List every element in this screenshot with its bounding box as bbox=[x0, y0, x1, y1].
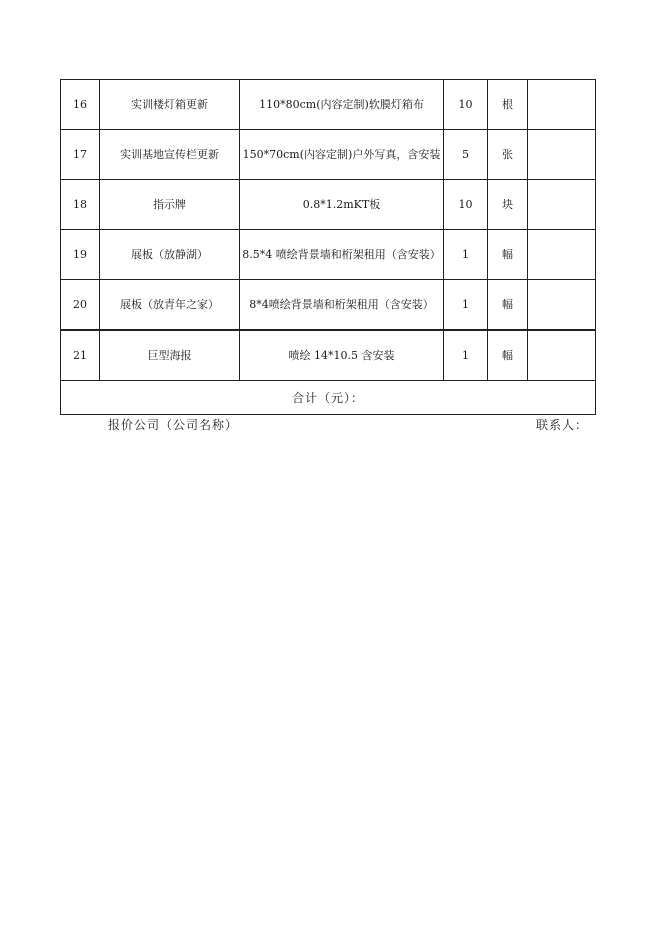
item-name: 实训楼灯箱更新 bbox=[100, 80, 240, 130]
row-number: 20 bbox=[61, 280, 100, 331]
item-unit: 幅 bbox=[488, 230, 528, 280]
item-spec: 8.5*4 喷绘背景墙和桁架租用（含安装） bbox=[240, 230, 444, 280]
item-unit: 幅 bbox=[488, 330, 528, 381]
total-label: 合计（元）： bbox=[61, 381, 596, 415]
table-row bbox=[61, 80, 596, 130]
item-unit: 幅 bbox=[488, 280, 528, 331]
item-unit: 张 bbox=[488, 130, 528, 180]
table-row bbox=[61, 330, 596, 381]
item-spec: 0.8*1.2mKT板 bbox=[240, 180, 444, 230]
item-name: 指示牌 bbox=[100, 180, 240, 230]
item-price bbox=[528, 230, 596, 280]
row-number: 16 bbox=[61, 80, 100, 130]
item-unit: 根 bbox=[488, 80, 528, 130]
row-number: 17 bbox=[61, 130, 100, 180]
table-row bbox=[61, 280, 596, 331]
row-number: 21 bbox=[61, 330, 100, 381]
item-name: 展板（放静湖） bbox=[100, 230, 240, 280]
item-price bbox=[528, 180, 596, 230]
item-price bbox=[528, 130, 596, 180]
total-row bbox=[61, 381, 596, 415]
item-unit: 块 bbox=[488, 180, 528, 230]
item-spec: 150*70cm(内容定制)户外写真，含安装 bbox=[240, 130, 444, 180]
item-quantity: 1 bbox=[444, 280, 488, 331]
item-price bbox=[528, 330, 596, 381]
quotation-table bbox=[60, 79, 596, 415]
item-name: 实训基地宣传栏更新 bbox=[100, 130, 240, 180]
item-spec: 喷绘 14*10.5 含安装 bbox=[240, 330, 444, 381]
item-quantity: 1 bbox=[444, 330, 488, 381]
item-quantity: 10 bbox=[444, 180, 488, 230]
row-number: 18 bbox=[61, 180, 100, 230]
row-number: 19 bbox=[61, 230, 100, 280]
table-row bbox=[61, 180, 596, 230]
item-price bbox=[528, 80, 596, 130]
table-row bbox=[61, 230, 596, 280]
table-row bbox=[61, 130, 596, 180]
item-spec: 8*4喷绘背景墙和桁架租用（含安装） bbox=[240, 280, 444, 331]
item-quantity: 10 bbox=[444, 80, 488, 130]
company-label: 报价公司（公司名称） bbox=[108, 418, 239, 432]
item-quantity: 1 bbox=[444, 230, 488, 280]
item-name: 展板（放青年之家） bbox=[100, 280, 240, 331]
item-spec: 110*80cm(内容定制)软膜灯箱布 bbox=[240, 80, 444, 130]
contact-label: 联系人： bbox=[536, 418, 589, 432]
item-quantity: 5 bbox=[444, 130, 488, 180]
item-name: 巨型海报 bbox=[100, 330, 240, 381]
item-price bbox=[528, 280, 596, 331]
